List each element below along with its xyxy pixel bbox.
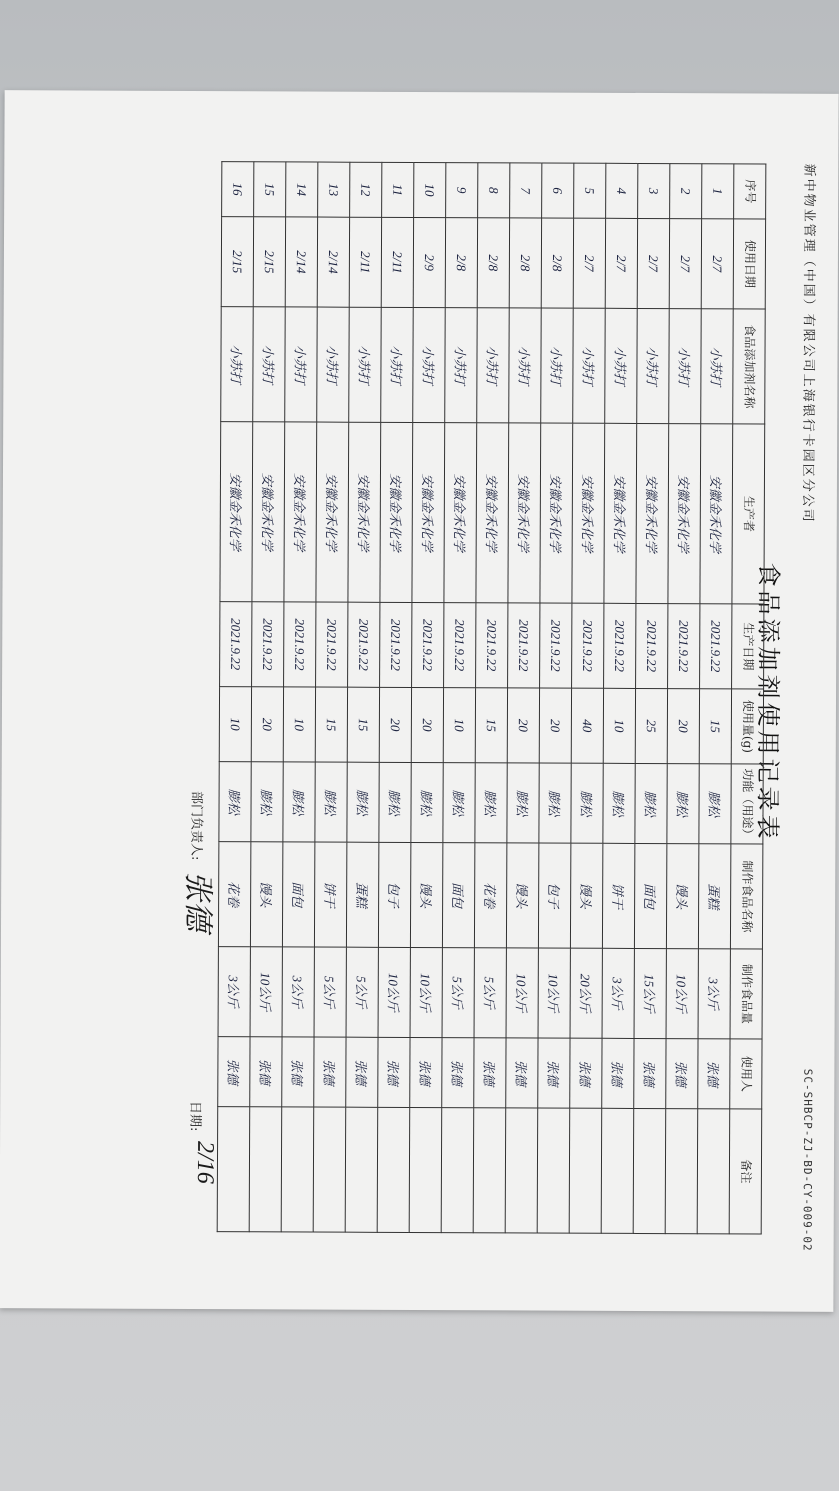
function-cell: 膨松: [475, 763, 507, 843]
producer-cell: 安徽金禾化学: [636, 423, 669, 603]
row-number-cell: 14: [286, 162, 318, 217]
function-cell: 膨松: [539, 763, 571, 843]
row-number-cell: 2: [670, 164, 702, 219]
remark-cell: [217, 1107, 250, 1232]
remark-cell: [377, 1107, 410, 1232]
form-title: 食品添加剂使用记录表: [753, 562, 783, 843]
food-quantity-cell: 5公斤: [474, 948, 506, 1038]
column-header: 制作食品量: [730, 949, 762, 1039]
producer-cell: 安徽金禾化学: [316, 422, 349, 602]
landscape-form: [0, 90, 839, 1312]
additive-name-cell: 小苏打: [541, 308, 574, 423]
user-cell: 张德: [570, 1038, 602, 1108]
table-row: [281, 162, 318, 1232]
usage-amount-cell: 20: [539, 688, 571, 763]
food-quantity-cell: 15公斤: [634, 948, 666, 1038]
user-cell: 张德: [474, 1038, 506, 1108]
row-number-cell: 13: [318, 162, 350, 217]
function-cell: 膨松: [699, 764, 731, 844]
usage-date-cell: 2/8: [541, 218, 573, 308]
user-cell: 张德: [442, 1038, 474, 1108]
row-number-cell: 3: [638, 163, 670, 218]
function-cell: 膨松: [379, 762, 411, 842]
additive-name-cell: 小苏打: [637, 308, 670, 423]
usage-amount-cell: 10: [603, 688, 635, 763]
paper-sheet: [0, 90, 839, 1312]
food-name-cell: 馒头: [506, 843, 538, 948]
remark-cell: [441, 1108, 474, 1233]
food-quantity-cell: 5公斤: [442, 948, 474, 1038]
additive-name-cell: 小苏打: [477, 308, 510, 423]
additive-name-cell: 小苏打: [253, 307, 286, 422]
production-date-cell: 2021.9.22: [508, 603, 540, 688]
table-row: [377, 162, 414, 1232]
function-cell: 膨松: [411, 762, 443, 842]
food-quantity-cell: 3公斤: [218, 947, 250, 1037]
remark-cell: [537, 1108, 570, 1233]
table-row: [665, 164, 702, 1234]
table-row: [409, 162, 446, 1232]
manager-signature: 张德: [180, 870, 215, 932]
additive-name-cell: 小苏打: [445, 308, 478, 423]
user-cell: 张德: [698, 1039, 730, 1109]
producer-cell: 安徽金禾化学: [412, 422, 445, 602]
additive-name-cell: 小苏打: [317, 307, 350, 422]
column-header: 食品添加剂名称: [733, 309, 766, 424]
additive-name-cell: 小苏打: [573, 308, 606, 423]
usage-date-cell: 2/9: [413, 217, 445, 307]
producer-cell: 安徽金禾化学: [540, 423, 573, 603]
producer-cell: 安徽金禾化学: [700, 424, 733, 604]
food-quantity-cell: 5公斤: [314, 947, 346, 1037]
column-header: 使用量(g): [731, 689, 763, 764]
row-number-cell: 8: [478, 163, 510, 218]
column-header: 生产者: [732, 424, 765, 604]
table-row: [537, 163, 574, 1233]
table-row: [601, 163, 638, 1233]
row-number-cell: 5: [574, 163, 606, 218]
usage-date-cell: 2/14: [285, 217, 317, 307]
usage-amount-cell: 20: [411, 687, 443, 762]
row-number-cell: 11: [382, 162, 414, 217]
additive-name-cell: 小苏打: [413, 307, 446, 422]
food-quantity-cell: 10公斤: [538, 948, 570, 1038]
usage-date-cell: 2/8: [509, 218, 541, 308]
user-cell: 张德: [602, 1038, 634, 1108]
document-number: SC-SHBCP-ZJ-BD-CY-009-02: [800, 1068, 815, 1252]
additive-usage-table: [217, 161, 767, 1234]
usage-date-cell: 2/8: [477, 218, 509, 308]
row-number-cell: 6: [542, 163, 574, 218]
producer-cell: 安徽金禾化学: [604, 423, 637, 603]
table-row: [217, 162, 254, 1232]
row-number-cell: 1: [702, 164, 734, 219]
usage-date-cell: 2/14: [317, 217, 349, 307]
function-cell: 膨松: [347, 762, 379, 842]
date-value: 2/16: [191, 1141, 219, 1184]
production-date-cell: 2021.9.22: [316, 602, 348, 687]
remark-cell: [633, 1108, 666, 1233]
table-row: [697, 164, 734, 1234]
function-cell: 膨松: [635, 763, 667, 843]
producer-cell: 安徽金禾化学: [252, 422, 285, 602]
row-number-cell: 16: [222, 162, 254, 217]
food-quantity-cell: 10公斤: [250, 947, 282, 1037]
company-name: 新中物业管理（中国）有限公司上海银行卡园区分公司: [799, 163, 817, 524]
food-quantity-cell: 3公斤: [698, 949, 730, 1039]
remark-cell: [281, 1107, 314, 1232]
table-row: [633, 163, 670, 1233]
food-name-cell: 饼干: [314, 842, 346, 947]
function-cell: 膨松: [603, 763, 635, 843]
producer-cell: 安徽金禾化学: [284, 422, 317, 602]
usage-amount-cell: 15: [347, 687, 379, 762]
user-cell: 张德: [378, 1037, 410, 1107]
food-name-cell: 花卷: [474, 843, 506, 948]
user-cell: 张德: [506, 1038, 538, 1108]
remark-cell: [505, 1108, 538, 1233]
date-label: 日期:: [187, 1100, 203, 1132]
producer-cell: 安徽金禾化学: [508, 423, 541, 603]
function-cell: 膨松: [507, 763, 539, 843]
food-quantity-cell: 10公斤: [410, 947, 442, 1037]
food-name-cell: 面包: [282, 842, 314, 947]
user-cell: 张德: [346, 1037, 378, 1107]
production-date-cell: 2021.9.22: [284, 602, 316, 687]
user-cell: 张德: [634, 1038, 666, 1108]
usage-amount-cell: 40: [571, 688, 603, 763]
remark-cell: [473, 1108, 506, 1233]
additive-name-cell: 小苏打: [285, 307, 318, 422]
usage-amount-cell: 15: [699, 689, 731, 764]
usage-date-cell: 2/7: [701, 219, 733, 309]
usage-date-cell: 2/7: [605, 218, 637, 308]
food-quantity-cell: 3公斤: [282, 947, 314, 1037]
column-header: 功能（用途）: [731, 764, 763, 844]
additive-name-cell: 小苏打: [669, 309, 702, 424]
usage-amount-cell: 20: [667, 689, 699, 764]
production-date-cell: 2021.9.22: [540, 603, 572, 688]
function-cell: 膨松: [667, 764, 699, 844]
usage-amount-cell: 10: [443, 688, 475, 763]
production-date-cell: 2021.9.22: [380, 602, 412, 687]
function-cell: 膨松: [219, 762, 251, 842]
production-date-cell: 2021.9.22: [572, 603, 604, 688]
usage-amount-cell: 10: [219, 687, 251, 762]
table-row: [505, 163, 542, 1233]
producer-cell: 安徽金禾化学: [380, 422, 413, 602]
table-header-row: [729, 164, 766, 1234]
user-cell: 张德: [314, 1037, 346, 1107]
remark-cell: [697, 1109, 730, 1234]
usage-amount-cell: 25: [635, 688, 667, 763]
producer-cell: 安徽金禾化学: [444, 423, 477, 603]
table-row: [473, 163, 510, 1233]
food-quantity-cell: 3公斤: [602, 948, 634, 1038]
row-number-cell: 7: [510, 163, 542, 218]
additive-name-cell: 小苏打: [381, 307, 414, 422]
table-row: [345, 162, 382, 1232]
additive-name-cell: 小苏打: [349, 307, 382, 422]
food-name-cell: 蛋糕: [698, 844, 730, 949]
usage-amount-cell: 10: [283, 687, 315, 762]
food-name-cell: 馒头: [250, 842, 282, 947]
producer-cell: 安徽金禾化学: [668, 424, 701, 604]
function-cell: 膨松: [315, 762, 347, 842]
food-name-cell: 包子: [378, 842, 410, 947]
remark-cell: [409, 1107, 442, 1232]
usage-date-cell: 2/15: [221, 217, 253, 307]
food-quantity-cell: 20公斤: [570, 948, 602, 1038]
production-date-cell: 2021.9.22: [220, 602, 252, 687]
function-cell: 膨松: [251, 762, 283, 842]
column-header: 制作食品名称: [730, 844, 762, 949]
usage-amount-cell: 15: [475, 688, 507, 763]
production-date-cell: 2021.9.22: [700, 604, 732, 689]
remark-cell: [569, 1108, 602, 1233]
row-number-cell: 15: [254, 162, 286, 217]
production-date-cell: 2021.9.22: [476, 603, 508, 688]
column-header: 序号: [734, 164, 766, 219]
row-number-cell: 10: [414, 162, 446, 217]
row-number-cell: 12: [350, 162, 382, 217]
producer-cell: 安徽金禾化学: [572, 423, 605, 603]
remark-cell: [601, 1108, 634, 1233]
remark-cell: [345, 1107, 378, 1232]
production-date-cell: 2021.9.22: [348, 602, 380, 687]
table-row: [569, 163, 606, 1233]
food-name-cell: 包子: [538, 843, 570, 948]
usage-date-cell: 2/15: [253, 217, 285, 307]
table-row: [441, 163, 478, 1233]
additive-name-cell: 小苏打: [221, 307, 254, 422]
usage-date-cell: 2/11: [349, 217, 381, 307]
production-date-cell: 2021.9.22: [668, 604, 700, 689]
function-cell: 膨松: [283, 762, 315, 842]
food-quantity-cell: 5公斤: [346, 947, 378, 1037]
user-cell: 张德: [538, 1038, 570, 1108]
user-cell: 张德: [410, 1037, 442, 1107]
column-header: 备注: [729, 1109, 762, 1234]
user-cell: 张德: [666, 1039, 698, 1109]
column-header: 生产日期: [732, 604, 764, 689]
production-date-cell: 2021.9.22: [252, 602, 284, 687]
producer-cell: 安徽金禾化学: [348, 422, 381, 602]
usage-date-cell: 2/7: [573, 218, 605, 308]
food-name-cell: 蛋糕: [346, 842, 378, 947]
food-name-cell: 面包: [634, 843, 666, 948]
user-cell: 张德: [282, 1037, 314, 1107]
column-header: 使用人: [730, 1039, 762, 1109]
row-number-cell: 9: [446, 163, 478, 218]
food-name-cell: 馒头: [666, 844, 698, 949]
food-name-cell: 面包: [442, 843, 474, 948]
food-quantity-cell: 10公斤: [378, 947, 410, 1037]
table-row: [249, 162, 286, 1232]
producer-cell: 安徽金禾化学: [476, 423, 509, 603]
food-name-cell: 馒头: [570, 843, 602, 948]
function-cell: 膨松: [443, 763, 475, 843]
food-name-cell: 饼干: [602, 843, 634, 948]
production-date-cell: 2021.9.22: [444, 603, 476, 688]
production-date-cell: 2021.9.22: [412, 602, 444, 687]
food-quantity-cell: 10公斤: [506, 948, 538, 1038]
row-number-cell: 4: [606, 163, 638, 218]
usage-date-cell: 2/7: [637, 218, 669, 308]
usage-amount-cell: 20: [251, 687, 283, 762]
usage-amount-cell: 20: [379, 687, 411, 762]
column-header: 使用日期: [733, 219, 765, 309]
manager-label: 部门负责人:: [188, 790, 204, 861]
usage-amount-cell: 15: [315, 687, 347, 762]
table-row: [313, 162, 350, 1232]
remark-cell: [249, 1107, 282, 1232]
remark-cell: [665, 1109, 698, 1234]
function-cell: 膨松: [571, 763, 603, 843]
production-date-cell: 2021.9.22: [636, 603, 668, 688]
usage-date-cell: 2/7: [669, 219, 701, 309]
user-cell: 张德: [250, 1037, 282, 1107]
producer-cell: 安徽金禾化学: [220, 422, 253, 602]
additive-name-cell: 小苏打: [605, 308, 638, 423]
food-name-cell: 馒头: [410, 842, 442, 947]
usage-amount-cell: 20: [507, 688, 539, 763]
food-name-cell: 花卷: [218, 842, 250, 947]
remark-cell: [313, 1107, 346, 1232]
user-cell: 张德: [218, 1037, 250, 1107]
usage-date-cell: 2/11: [381, 217, 413, 307]
usage-date-cell: 2/8: [445, 218, 477, 308]
additive-name-cell: 小苏打: [509, 308, 542, 423]
production-date-cell: 2021.9.22: [604, 603, 636, 688]
additive-name-cell: 小苏打: [701, 309, 734, 424]
food-quantity-cell: 10公斤: [666, 949, 698, 1039]
